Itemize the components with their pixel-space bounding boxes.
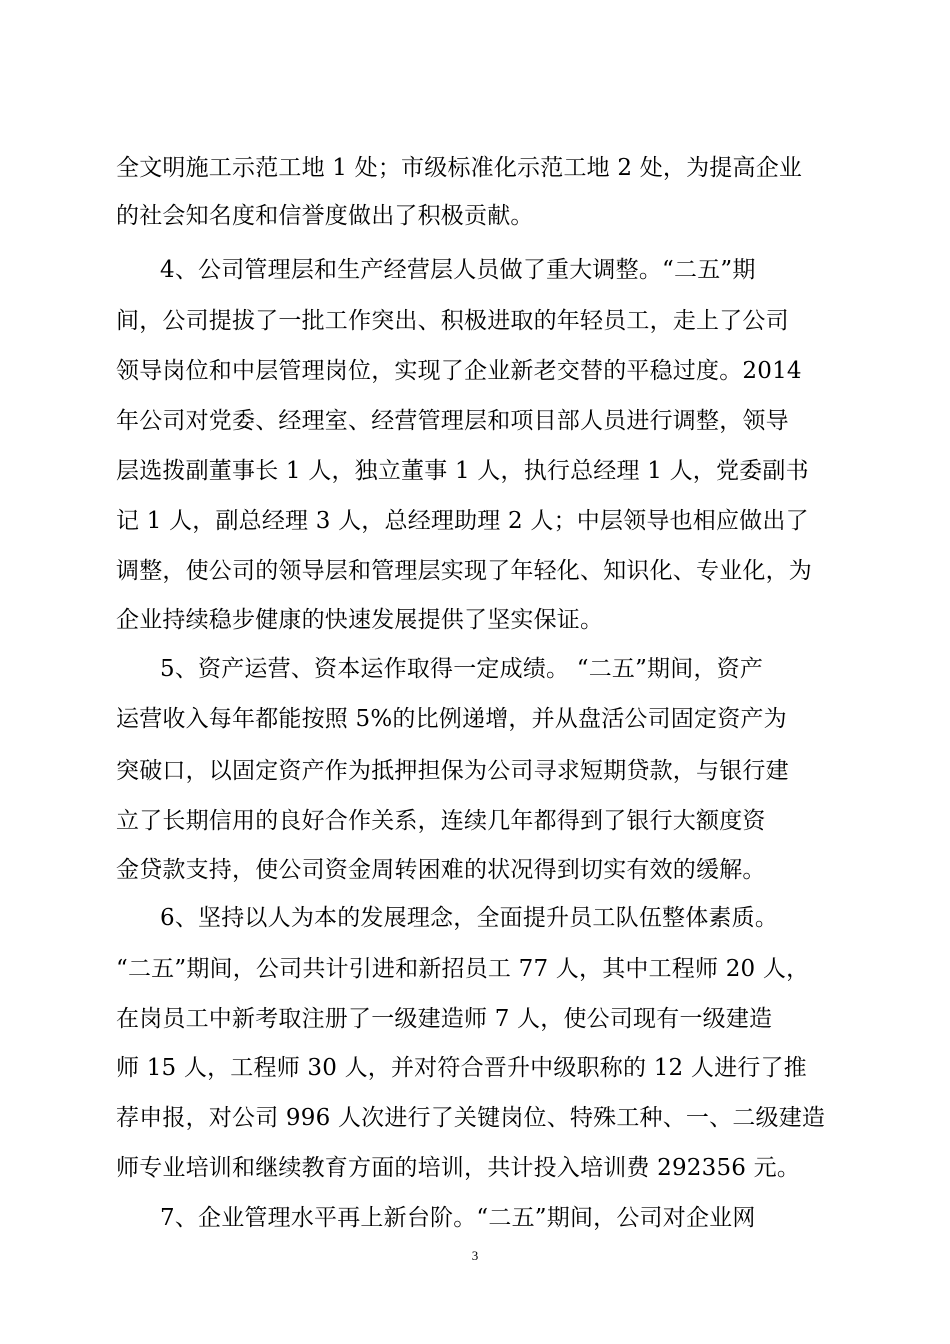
- paragraph-5-first-line: 5、资产运营、资本运作取得一定成绩。 “二五”期间，资产: [160, 656, 764, 682]
- text-line: 全文明施工示范工地 1 处；市级标准化示范工地 2 处，为提高企业: [116, 155, 803, 181]
- text-line: 年公司对党委、经理室、经营管理层和项目部人员进行调整，领导: [116, 408, 789, 434]
- text-line: 间，公司提拔了一批工作突出、积极进取的年轻员工，走上了公司: [116, 308, 789, 334]
- paragraph-7-first-line: 7、企业管理水平再上新台阶。“二五”期间，公司对企业网: [160, 1205, 756, 1231]
- text-line: 师专业培训和继续教育方面的培训，共计投入培训费 292356 元。: [116, 1155, 801, 1181]
- text-line: 在岗员工中新考取注册了一级建造师 7 人，使公司现有一级建造: [116, 1006, 773, 1032]
- text-line: 记 1 人，副总经理 3 人，总经理助理 2 人；中层领导也相应做出了: [116, 508, 809, 534]
- paragraph-6-first-line: 6、坚持以人为本的发展理念，全面提升员工队伍整体素质。: [160, 905, 779, 931]
- text-line: 领导岗位和中层管理岗位，实现了企业新老交替的平稳过度。2014: [116, 358, 802, 384]
- text-line: 荐申报，对公司 996 人次进行了关键岗位、特殊工种、一、二级建造: [116, 1105, 826, 1131]
- text-line: 师 15 人，工程师 30 人，并对符合晋升中级职称的 12 人进行了推: [116, 1055, 807, 1081]
- text-line: 调整，使公司的领导层和管理层实现了年轻化、知识化、专业化，为: [116, 558, 812, 584]
- text-line: “二五”期间，公司共计引进和新招员工 77 人，其中工程师 20 人，: [116, 956, 810, 982]
- paragraph-4-first-line: 4、公司管理层和生产经营层人员做了重大调整。“二五”期: [160, 257, 756, 283]
- text-line: 层选拨副董事长 1 人，独立董事 1 人，执行总经理 1 人，党委副书: [116, 458, 809, 484]
- text-line: 运营收入每年都能按照 5%的比例递增，并从盘活公司固定资产为: [116, 706, 787, 732]
- text-line: 突破口，以固定资产作为抵押担保为公司寻求短期贷款，与银行建: [116, 758, 789, 784]
- text-line: 企业持续稳步健康的快速发展提供了坚实保证。: [116, 607, 604, 633]
- text-line: 金贷款支持，使公司资金周转困难的状况得到切实有效的缓解。: [116, 857, 766, 883]
- text-line: 立了长期信用的良好合作关系，连续几年都得到了银行大额度资: [116, 808, 766, 834]
- text-line: 的社会知名度和信誉度做出了积极贡献。: [116, 203, 534, 229]
- page-number: 3: [471, 1248, 479, 1263]
